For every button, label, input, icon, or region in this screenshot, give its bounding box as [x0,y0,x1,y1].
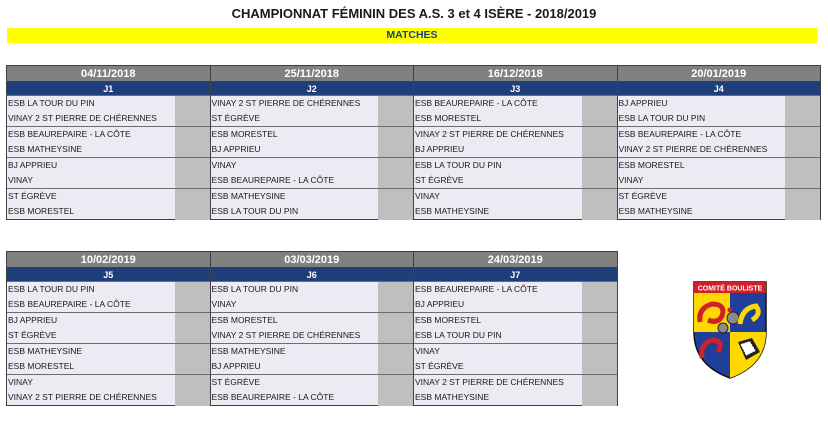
team-name: ESB BEAUREPAIRE - LA CÔTE [414,96,582,112]
round-date: 24/03/2019 [414,252,618,268]
score-cell[interactable] [785,127,821,158]
team-name: ESB MATHEYSINE [617,204,785,220]
team-name: ESB BEAUREPAIRE - LA CÔTE [7,127,175,143]
round-label: J4 [617,82,821,96]
team-name: VINAY 2 ST PIERRE DE CHÉRENNES [414,375,582,391]
score-cell[interactable] [378,158,414,189]
team-name: VINAY 2 ST PIERRE DE CHÉRENNES [210,96,378,112]
team-name: ST ÉGRÈVE [414,359,582,375]
round-label: J1 [7,82,211,96]
round-date: 16/12/2018 [414,66,618,82]
team-name: ESB MATHEYSINE [210,189,378,205]
team-name: ESB BEAUREPAIRE - LA CÔTE [210,173,378,189]
team-name: ESB LA TOUR DU PIN [210,282,378,298]
team-name: ESB BEAUREPAIRE - LA CÔTE [210,390,378,406]
team-name: ESB MATHEYSINE [414,390,582,406]
round-date: 25/11/2018 [210,66,414,82]
score-cell[interactable] [785,158,821,189]
score-cell[interactable] [175,375,211,406]
score-cell[interactable] [175,96,211,127]
score-cell[interactable] [175,158,211,189]
round-label: J3 [414,82,618,96]
team-name: ESB LA TOUR DU PIN [414,158,582,174]
team-name: VINAY 2 ST PIERRE DE CHÉRENNES [414,127,582,143]
score-cell[interactable] [175,282,211,313]
score-cell[interactable] [378,96,414,127]
score-cell[interactable] [582,344,618,375]
team-name: VINAY 2 ST PIERRE DE CHÉRENNES [617,142,785,158]
team-name: ESB BEAUREPAIRE - LA CÔTE [7,297,175,313]
team-name: VINAY [210,158,378,174]
team-name: VINAY 2 ST PIERRE DE CHÉRENNES [210,328,378,344]
team-name: VINAY [414,344,582,360]
schedule-table-1 [6,65,821,220]
team-name: ESB LA TOUR DU PIN [210,204,378,220]
score-cell[interactable] [175,189,211,220]
score-cell[interactable] [582,158,618,189]
team-name: BJ APPRIEU [210,142,378,158]
team-name: VINAY [414,189,582,205]
team-name: ESB MATHEYSINE [414,204,582,220]
score-cell[interactable] [785,189,821,220]
team-name: ESB MORESTEL [7,359,175,375]
score-cell[interactable] [175,313,211,344]
team-name: BJ APPRIEU [617,96,785,112]
score-cell[interactable] [582,282,618,313]
round-label: J5 [7,268,211,282]
round-date: 04/11/2018 [7,66,211,82]
score-cell[interactable] [785,96,821,127]
score-cell[interactable] [378,344,414,375]
team-name: ESB MORESTEL [7,204,175,220]
team-name: ESB MORESTEL [414,111,582,127]
score-cell[interactable] [175,344,211,375]
team-name: BJ APPRIEU [7,313,175,329]
team-name: VINAY [7,375,175,391]
team-name: VINAY [210,297,378,313]
team-name: ESB BEAUREPAIRE - LA CÔTE [617,127,785,143]
round-date: 10/02/2019 [7,252,211,268]
round-label: J6 [210,268,414,282]
score-cell[interactable] [378,375,414,406]
team-name: VINAY 2 ST PIERRE DE CHÉRENNES [7,390,175,406]
team-name: ESB MORESTEL [617,158,785,174]
score-cell[interactable] [378,127,414,158]
team-name: ESB LA TOUR DU PIN [617,111,785,127]
team-name: VINAY [7,173,175,189]
round-label: J2 [210,82,414,96]
score-cell[interactable] [378,189,414,220]
team-name: ESB LA TOUR DU PIN [414,328,582,344]
score-cell[interactable] [582,313,618,344]
score-cell[interactable] [582,189,618,220]
round-label: J7 [414,268,618,282]
team-name: VINAY 2 ST PIERRE DE CHÉRENNES [7,111,175,127]
team-name: VINAY [617,173,785,189]
team-name: ESB MORESTEL [414,313,582,329]
team-name: ST ÉGRÈVE [617,189,785,205]
page-title: CHAMPIONNAT FÉMININ DES A.S. 3 et 4 ISÈRE - 2018/2019 [231,6,597,21]
team-name: ST ÉGRÈVE [7,189,175,205]
round-date: 20/01/2019 [617,66,821,82]
team-name: ESB MATHEYSINE [7,344,175,360]
team-name: ESB MATHEYSINE [7,142,175,158]
team-name: ST ÉGRÈVE [7,328,175,344]
score-cell[interactable] [378,282,414,313]
svg-text:COMITÉ BOULISTE: COMITÉ BOULISTE [697,285,763,293]
round-date: 03/03/2019 [210,252,414,268]
schedule-table-2 [6,251,618,406]
team-name: ESB LA TOUR DU PIN [7,96,175,112]
team-name: BJ APPRIEU [210,359,378,375]
team-name: ESB MORESTEL [210,127,378,143]
team-name: BJ APPRIEU [414,142,582,158]
matches-banner: MATCHES [7,28,817,43]
team-name: BJ APPRIEU [7,158,175,174]
team-name: ESB LA TOUR DU PIN [7,282,175,298]
score-cell[interactable] [582,96,618,127]
comite-bouliste-logo [690,280,770,380]
team-name: BJ APPRIEU [414,297,582,313]
team-name: ST ÉGRÈVE [414,173,582,189]
score-cell[interactable] [582,127,618,158]
score-cell[interactable] [378,313,414,344]
team-name: ST ÉGRÈVE [210,375,378,391]
score-cell[interactable] [582,375,618,406]
team-name: ESB BEAUREPAIRE - LA CÔTE [414,282,582,298]
score-cell[interactable] [175,127,211,158]
team-name: ESB MATHEYSINE [210,344,378,360]
team-name: ST ÉGRÈVE [210,111,378,127]
team-name: ESB MORESTEL [210,313,378,329]
